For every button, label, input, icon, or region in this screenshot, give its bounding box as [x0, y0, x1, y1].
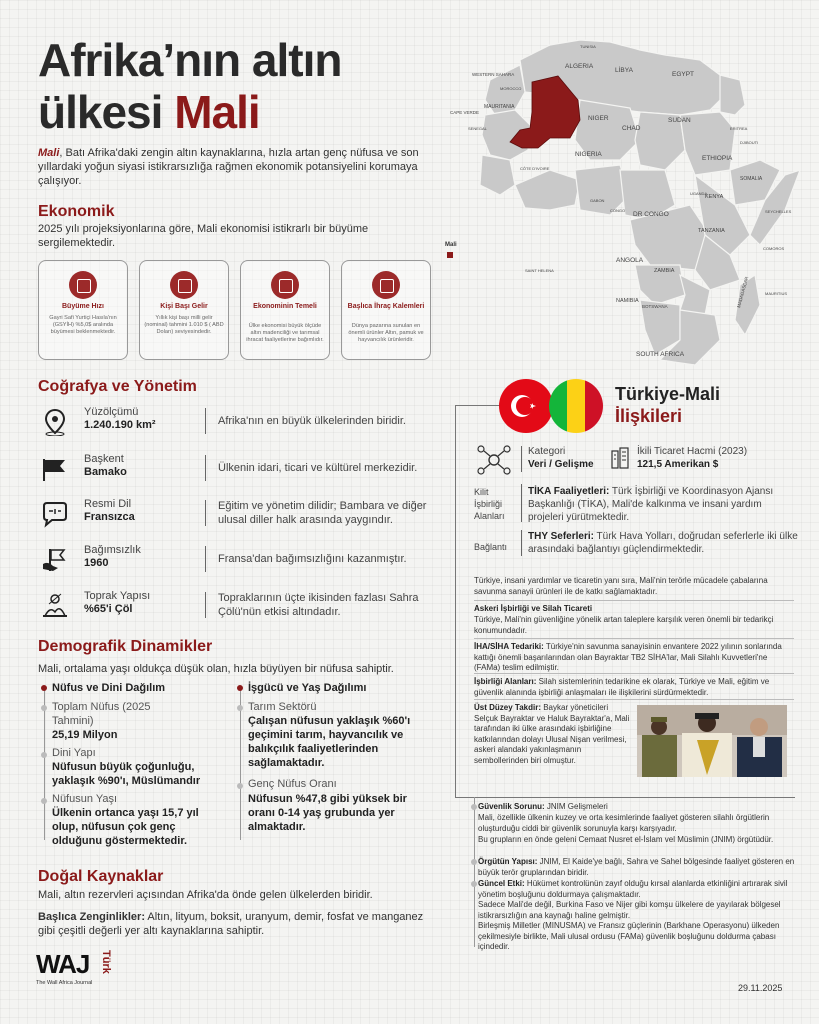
demo-left-label-1: Dini Yapı — [52, 747, 96, 759]
speech-icon — [40, 500, 70, 528]
demographics-text: Mali, ortalama yaşı oldukça düşük olan, hızla büyüyen bir nüfusa sahiptir. — [38, 663, 394, 675]
egypt-shape — [720, 75, 745, 115]
demo-left-label-2: Nüfusun Yaşı — [52, 793, 118, 805]
map-label-saint-helena: SAINT HELENA — [525, 268, 554, 273]
card-desc: Dünya pazarına sunulan en önemli ürünler Altın, pamuk ve hayvancılık ürünleridir. — [348, 323, 424, 343]
geo-value: 1.240.190 km² — [84, 419, 156, 431]
map-label-ethiopia: ETHIOPIA — [702, 155, 733, 162]
map-label-tanzania: TANZANIA — [698, 228, 725, 234]
card-desc: Yıllık kişi başı milli gelir (nominal) tahmini 1.010 $ ( ABD Doları) seviyesindedir. — [144, 315, 224, 335]
economy-card-exports — [341, 260, 431, 360]
logo-turk: Türk — [100, 950, 112, 974]
relations-heading-1: Türkiye-Mali — [615, 384, 721, 404]
demo-left-value-2: Ülkenin ortanca yaşı 15,7 yıl olup, nüfusun çok genç olduğunu göstermektedir. — [52, 807, 199, 847]
card-desc: Ülke ekonomisi büyük ölçüde altın madenciliği ve tarımsal ihracat faaliyetlerine bağımlıdır. — [246, 323, 324, 343]
geo-desc: Fransa'dan bağımsızlığını kazanmıştır. — [218, 553, 407, 565]
factory-icon — [271, 271, 299, 299]
map-label-eritrea: ERITREA — [730, 126, 748, 131]
card-title: Kişi Başı Gelir — [160, 303, 208, 310]
map-label-nigeria: NIGERIA — [575, 151, 602, 158]
category-label: Kategori — [528, 446, 566, 457]
geo-label: Bağımsızlık — [84, 544, 141, 556]
geo-desc: Eğitim ve yönetim dilidir; Bambara ve diğer ulusal diller halk arasında yaygındır. — [218, 500, 427, 526]
geography-heading: Coğrafya ve Yönetim — [38, 378, 197, 395]
map-label-comoros: COMOROS — [763, 246, 785, 251]
title-line-2: ülkesi Mali — [38, 86, 260, 138]
map-label-south-africa: SOUTH AFRICA — [636, 351, 685, 358]
geo-row-area — [40, 404, 420, 440]
globe-icon — [372, 271, 400, 299]
map-legend-label: Mali — [445, 242, 457, 248]
resources-text: Mali, altın rezervleri açısından Afrika'da önde gelen ülkelerden biridir. — [38, 889, 373, 901]
demo-right-label-1: Genç Nüfus Oranı — [248, 778, 337, 790]
map-label-djibouti: DJIBOUTI — [740, 140, 759, 145]
ust-text: Üst Düzey Takdir: Baykar yöneticileri Selçuk Bayraktar ve Haluk Bayraktar'a, Mali tarafından iki ülke arasındaki işbirliğine katkılarından dolayı Ulusal Nişan verilmesi, askeri alandaki yakınlaşmanın sembollerinden biri olmuştur. — [474, 703, 630, 765]
card-title: Başlıca İhraç Kalemleri — [347, 303, 425, 310]
map-label-algeria: ALGERIA — [565, 63, 594, 70]
demo-left-value-1: Nüfusun büyük çoğunluğu, yaklaşık %90'ı, Müslümandır — [52, 761, 201, 787]
tika-text: TİKA Faaliyetleri: Türk İşbirliği ve Koordinasyon Ajansı Başkanlığı (TİKA), Mali'de kalkınma ve insani yardım projeleri yürütmektedir. — [528, 486, 774, 523]
demo-right-heading: İşgücü ve Yaş Dağılımı — [248, 682, 367, 694]
logo — [36, 950, 126, 995]
location-pin-icon — [40, 408, 70, 436]
geo-row-soil — [40, 588, 420, 624]
income-chart-icon — [170, 271, 198, 299]
intro-text: Mali, Batı Afrika'daki zengin altın kaynaklarına, hızla artan genç nüfusa ve son yıllardaki yoğun siyasi istikrarsızlığa rağmen ekonomik potansiyelini korumaya çalışıyor. — [38, 147, 419, 187]
logo-text: WAJ — [36, 949, 90, 979]
map-label-botswana: BOTSWANA — [642, 304, 668, 309]
map-legend-swatch — [447, 252, 453, 258]
date: 29.11.2025 — [738, 983, 783, 993]
resources-heading: Doğal Kaynaklar — [38, 868, 164, 885]
flag-icon — [40, 455, 70, 483]
demo-right-value-1: Nüfusun %47,8 gibi yüksek bir oranı 0-14 yaş grubunda yer almaktadır. — [248, 793, 407, 833]
soil-icon — [40, 592, 70, 620]
geo-value: Bamako — [84, 466, 127, 478]
growth-icon — [69, 271, 97, 299]
geo-row-capital — [40, 451, 420, 487]
title-line-1: Afrika’nın altın — [38, 34, 342, 86]
security-p1: Mali, özellikle ülkenin kuzey ve orta kesimlerinde faaliyet gösteren silahlı örgütlerin oluşturduğu ciddi bir güvenlik sorunuyla karşı karşıyadır. — [478, 813, 770, 833]
map-label-drcongo: DR CONGO — [633, 211, 669, 218]
map-label-tunisia: TUNISIA — [580, 44, 596, 49]
relations-heading-2: İlişkileri — [615, 406, 683, 426]
demo-left-label-0: Toplam Nüfus (2025 Tahmini) — [52, 701, 151, 727]
independence-icon — [40, 546, 70, 574]
demographics-heading: Demografik Dinamikler — [38, 638, 213, 655]
security-impact: Güncel Etki: Hükümet kontrolünün zayıf olduğu kırsal alanlarda etkinliğini artırarak sivil yönetim boşluğunu doldurmaya çalışmaktadır. — [478, 879, 788, 899]
map-label-chad: CHAD — [622, 125, 641, 132]
economy-card-income — [139, 260, 229, 360]
senegal-shape — [480, 155, 515, 195]
map-label-egypt: EGYPT — [672, 71, 695, 78]
economy-card-base — [240, 260, 330, 360]
demo-right-value-0: Çalışan nüfusun yaklaşık %60'ı geçimini tarım, hayvancılık ve balıkçılık faaliyetlerinden sağlamaktadır. — [248, 715, 411, 769]
geo-label: Toprak Yapısı — [84, 590, 151, 602]
map-label-morocco: MOROCCO — [500, 86, 522, 91]
geo-value: 1960 — [84, 557, 109, 569]
relations-para: Türkiye, insani yardımlar ve ticaretin yanı sıra, Mali'nin terörle mücadele çabalarına savunma sanayii ürünleri ile de katkı sağlamaktadır. — [474, 576, 768, 596]
military-text: Türkiye, Mali'nin güvenliğine yönelik artan taleplere karşılık veren önemli bir tedarikçi konumundadır. — [474, 615, 774, 635]
network-icon — [476, 444, 512, 476]
title-accent: Mali — [174, 86, 260, 138]
economy-card-growth — [38, 260, 128, 360]
map-label-seychelles: SEYCHELLES — [765, 209, 792, 214]
economy-text: 2025 yılı projeksiyonlarına göre, Mali ekonomisi istikrarlı bir büyüme sergilemektedir. — [38, 223, 369, 249]
security-p3: Sadece Mali'de değil, Burkina Faso ve Nijer gibi komşu ülkelere de yayılarak bölgesel istikrarsızlığın ana kaynağı haline gelmiştir. — [478, 900, 781, 920]
map-label-zambia: ZAMBIA — [654, 268, 675, 274]
ceremony-photo — [637, 705, 787, 777]
map-label-somalia: SOMALIA — [740, 176, 763, 182]
resources-wealth: Başlıca Zenginlikler: Altın, lityum, boksit, uranyum, demir, fosfat ve manganez gibi çeşitli değerli yer altı kaynaklarına sahiptir. — [38, 911, 424, 937]
geo-desc: Ülkenin idari, ticari ve kültürel merkezidir. — [218, 462, 418, 474]
map-label-senegal: SENEGAL — [468, 126, 487, 131]
conn-label: Bağlantı — [474, 542, 508, 552]
map-label-gabon: GABON — [590, 198, 605, 203]
iha-text: İHA/SİHA Tedariki: Türkiye'nin savunma sanayisinin envantere 2022 yılının sonlarında kattığı önemli başarılarından olan Bayraktar TB2 SİHA'lar, Mali Silahlı Kuvvetleri'ne (FAMa) teslim edilmiştir. — [474, 642, 782, 672]
geo-label: Başkent — [84, 453, 124, 465]
trade-label: İkili Ticaret Hacmi (2023) — [637, 446, 748, 457]
geo-value: %65'i Çöl — [84, 603, 133, 615]
trade-value: 121,5 Amerikan $ — [637, 459, 719, 470]
africa-map — [440, 20, 810, 370]
geo-desc: Topraklarının üçte ikisinden fazlası Sahra Çölü'nün etkisi altındadır. — [218, 592, 419, 618]
map-label-niger: NIGER — [588, 115, 609, 122]
thy-text: THY Seferleri: Türk Hava Yolları, doğrudan seferlerle iki ülke arasındaki bağlantıyı güçlendirmektedir. — [528, 531, 798, 555]
turkey-flag-icon — [498, 378, 554, 434]
map-label-mauritius: MAURITIUS — [765, 291, 787, 296]
mali-flag-icon — [548, 378, 604, 434]
security-p4: Birleşmiş Milletler (MINUSMA) ve Fransız güçlerinin (Barkhane Operasyonu) ülkeden çekilmesiyle birlikte, Mali ulusal ordusu (FAMa) güvenlik boşluğunu doldurma çabası içindedir. — [478, 921, 780, 951]
card-title: Ekonominin Temeli — [253, 303, 317, 310]
map-label-mauritania: MAURITANIA — [484, 104, 515, 110]
map-label-angola: ANGOLA — [616, 257, 644, 264]
map-label-namibia: NAMIBIA — [616, 298, 639, 304]
map-label-uganda: UGANDA — [690, 191, 708, 196]
building-icon — [610, 447, 630, 469]
card-desc: Gayri Safi Yurtiçi Hasıla'nın (GSYİH) %5,0$ aralında büyümesi beklenmektedir. — [49, 315, 117, 335]
map-label-sudan: SUDAN — [668, 117, 691, 124]
map-label-western-sahara: WESTERN SAHARA — [472, 72, 515, 77]
map-label-madagascar: MADAGASCAR — [736, 276, 750, 309]
map-label-congo: CONGO — [610, 208, 626, 213]
military-heading: Askeri İşbirliği ve Silah Ticareti — [474, 604, 593, 613]
map-label-cote-divoire: CÔTE D'IVOIRE — [520, 166, 550, 171]
map-label-kenya: KENYA — [705, 194, 724, 200]
geo-row-independence — [40, 542, 420, 578]
map-label-libya: LİBYA — [615, 67, 633, 74]
geo-label: Resmi Dil — [84, 498, 132, 510]
geo-row-language — [40, 496, 427, 532]
economy-heading: Ekonomik — [38, 203, 115, 220]
security-structure: Örgütün Yapısı: JNIM, El Kaide'ye bağlı, Sahra ve Sahel bölgesinde faaliyet gösteren en büyük terör gruplarından biridir. — [478, 857, 795, 877]
security-p2: Bu grupların en önde geleni Cemaat Nusret el-İslam vel Müslimin (JNIM) örgütüdür. — [478, 835, 774, 844]
geo-value: Fransızca — [84, 511, 135, 523]
logo-tagline: The Wall Africa Journal — [36, 980, 93, 986]
map-label-cape-verde: CAPE VERDE — [450, 110, 480, 115]
demo-right-label-0: Tarım Sektörü — [248, 701, 317, 713]
security-title: Güvenlik Sorunu: JNIM Gelişmeleri — [478, 802, 608, 811]
geo-label: Yüzölçümü — [84, 406, 139, 418]
demo-left-value-0: 25,19 Milyon — [52, 729, 118, 741]
card-title: Büyüme Hızı — [61, 303, 104, 310]
geo-desc: Afrika'nın en büyük ülkelerinden biridir. — [218, 415, 406, 427]
west-coast-shape — [515, 170, 580, 210]
category-value: Veri / Gelişme — [528, 459, 594, 470]
demo-left-heading: Nüfus ve Dini Dağılım — [52, 682, 166, 694]
isbirligi-text: İşbirliği Alanları: Silah sistemlerinin tedarikine ek olarak, Türkiye ve Mali, eğitim ve güvenlik alanında işbirliği anlaşmaları ile ilişkilerini sürdürmektedir. — [474, 677, 770, 697]
coop-label: Kilit İşbirliği Alanları — [474, 487, 505, 521]
